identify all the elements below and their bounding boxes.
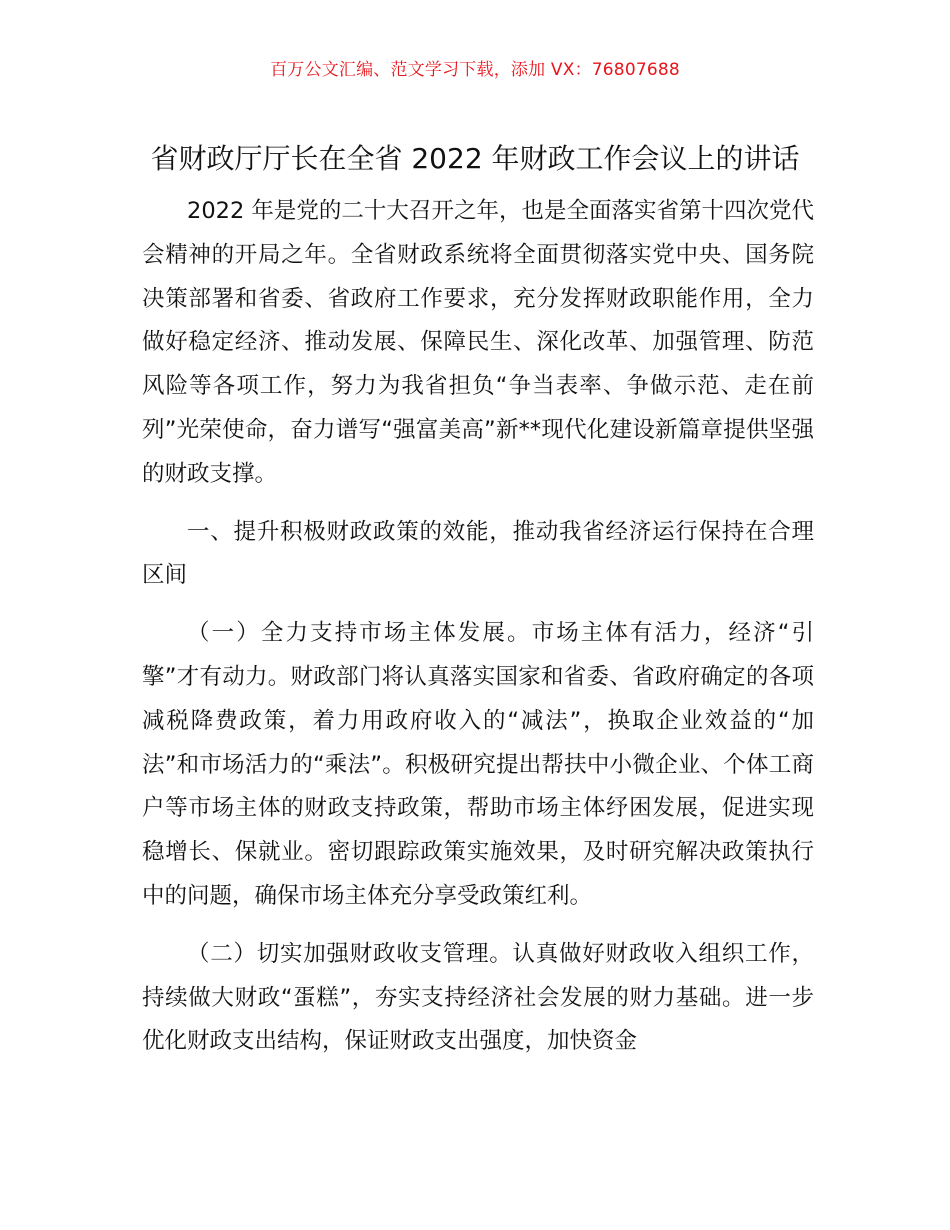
document-title: 省财政厅厅长在全省 2022 年财政工作会议上的讲话 bbox=[150, 141, 800, 175]
paragraph-intro: 2022 年是党的二十大召开之年，也是全面落实省第十四次党代会精神的开局之年。全省财政系统将全面贯彻落实党中央、国务院决策部署和省委、省政府工作要求，充分发挥财政职能作用，全力做好稳定经济、推动发展、保障民生、深化改革、加强管理、防范风险等各项工作，努力为我省担负“争当表率、争做示范、走在前列”光荣使命，奋力谱写“强富美高”新**现代化建设新篇章提供坚强的财政支撑。 bbox=[142, 198, 814, 487]
document-body bbox=[142, 190, 814, 1064]
section-heading-1: 一、提升积极财政政策的效能，推动我省经济运行保持在合理区间 bbox=[142, 518, 814, 589]
paragraph-market-entities: （一）全力支持市场主体发展。市场主体有活力，经济“引擎”才有动力。财政部门将认真落实国家和省委、省政府确定的各项减税降费政策，着力用政府收入的“减法”，换取企业效益的“加法”和市场活力的“乘法”。积极研究提出帮扶中小微企业、个体工商户等市场主体的财政支持政策，帮助市场主体纾困发展，促进实现稳增长、保就业。密切跟踪政策实施效果，及时研究解决政策执行中的问题，确保市场主体充分享受政策红利。 bbox=[142, 620, 814, 909]
paragraph-fiscal-management: （二）切实加强财政收支管理。认真做好财政收入组织工作，持续做大财政“蛋糕”，夯实支持经济社会发展的财力基础。进一步优化财政支出结构，保证财政支出强度，加快资金 bbox=[142, 940, 814, 1055]
watermark-header: 百万公文汇编、范文学习下载，添加 VX：76807688 bbox=[270, 60, 680, 80]
